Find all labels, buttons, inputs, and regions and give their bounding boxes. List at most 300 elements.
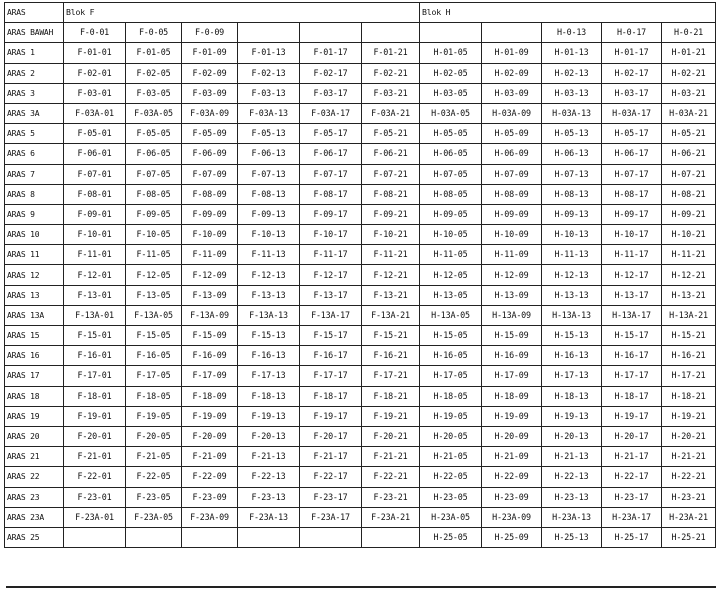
lot-cell: F-23-09 <box>182 487 238 507</box>
lot-cell: H-23-21 <box>662 487 716 507</box>
lot-cell: F-01-01 <box>64 43 126 63</box>
lot-cell: F-13-01 <box>64 285 126 305</box>
lot-cell: F-12-05 <box>126 265 182 285</box>
level-label: ARAS 18 <box>5 386 64 406</box>
header-aras: ARAS <box>5 3 64 23</box>
lot-cell: H-17-13 <box>542 366 602 386</box>
lot-cell: F-17-05 <box>126 366 182 386</box>
table-row <box>5 144 716 164</box>
lot-cell: H-01-17 <box>602 43 662 63</box>
table-row <box>5 386 716 406</box>
lot-cell: F-09-05 <box>126 204 182 224</box>
lot-cell: F-01-17 <box>300 43 362 63</box>
lot-cell: H-03A-05 <box>420 103 482 123</box>
table-row <box>5 225 716 245</box>
lot-cell: F-03A-09 <box>182 103 238 123</box>
lot-cell: F-06-05 <box>126 144 182 164</box>
lot-cell: H-18-17 <box>602 386 662 406</box>
table-row <box>5 245 716 265</box>
lot-cell: F-19-05 <box>126 406 182 426</box>
lot-cell: F-07-05 <box>126 164 182 184</box>
lot-cell: F-19-21 <box>362 406 420 426</box>
lot-cell: F-11-09 <box>182 245 238 265</box>
lot-cell: H-05-09 <box>482 124 542 144</box>
table-row <box>5 204 716 224</box>
lot-cell: H-23A-21 <box>662 507 716 527</box>
bottom-rule <box>6 586 716 588</box>
lot-cell: H-05-21 <box>662 124 716 144</box>
lot-cell: H-08-13 <box>542 184 602 204</box>
level-label: ARAS 13A <box>5 305 64 325</box>
level-label: ARAS 7 <box>5 164 64 184</box>
table-row <box>5 305 716 325</box>
lot-cell: H-16-17 <box>602 346 662 366</box>
lot-cell: F-03-09 <box>182 83 238 103</box>
lot-cell: H-08-17 <box>602 184 662 204</box>
lot-cell: F-17-21 <box>362 366 420 386</box>
lot-cell: F-13A-13 <box>238 305 300 325</box>
lot-cell: F-17-01 <box>64 366 126 386</box>
lot-cell: H-12-21 <box>662 265 716 285</box>
lot-cell: H-12-13 <box>542 265 602 285</box>
lot-cell: H-09-05 <box>420 204 482 224</box>
lot-cell: H-17-05 <box>420 366 482 386</box>
lot-cell: F-16-21 <box>362 346 420 366</box>
lot-cell: F-08-09 <box>182 184 238 204</box>
lot-cell: F-10-01 <box>64 225 126 245</box>
lot-cell: F-10-09 <box>182 225 238 245</box>
lot-cell: F-20-09 <box>182 426 238 446</box>
lot-cell: H-19-21 <box>662 406 716 426</box>
lot-cell: H-13A-13 <box>542 305 602 325</box>
lot-cell: H-15-13 <box>542 326 602 346</box>
lot-cell: H-21-17 <box>602 447 662 467</box>
level-label: ARAS 8 <box>5 184 64 204</box>
lot-cell: H-07-13 <box>542 164 602 184</box>
lot-cell: F-22-13 <box>238 467 300 487</box>
lot-cell: H-15-05 <box>420 326 482 346</box>
lot-cell: F-23-17 <box>300 487 362 507</box>
lot-cell: H-20-09 <box>482 426 542 446</box>
lot-cell: F-05-05 <box>126 124 182 144</box>
lot-cell: F-03-21 <box>362 83 420 103</box>
lot-cell: F-09-01 <box>64 204 126 224</box>
lot-cell: H-22-05 <box>420 467 482 487</box>
lot-cell: F-03-13 <box>238 83 300 103</box>
lot-cell: H-07-09 <box>482 164 542 184</box>
lot-cell: H-09-17 <box>602 204 662 224</box>
header-blok-f: Blok F <box>64 3 420 23</box>
lot-cell: H-19-05 <box>420 406 482 426</box>
lot-cell: H-0-21 <box>662 23 716 43</box>
lot-cell: H-03-13 <box>542 83 602 103</box>
lot-cell: H-07-05 <box>420 164 482 184</box>
lot-cell: F-17-09 <box>182 366 238 386</box>
lot-cell: H-03-05 <box>420 83 482 103</box>
level-label: ARAS 17 <box>5 366 64 386</box>
lot-cell: F-02-21 <box>362 63 420 83</box>
lot-cell: H-06-13 <box>542 144 602 164</box>
lot-cell: H-23A-05 <box>420 507 482 527</box>
level-label: ARAS 1 <box>5 43 64 63</box>
level-label: ARAS 19 <box>5 406 64 426</box>
lot-cell: H-13-17 <box>602 285 662 305</box>
lot-cell: F-12-17 <box>300 265 362 285</box>
lot-cell: H-06-17 <box>602 144 662 164</box>
lot-cell: H-21-21 <box>662 447 716 467</box>
lot-cell: H-23-13 <box>542 487 602 507</box>
lot-cell: F-10-05 <box>126 225 182 245</box>
lot-cell: H-22-17 <box>602 467 662 487</box>
lot-cell: F-18-17 <box>300 386 362 406</box>
lot-cell: F-21-17 <box>300 447 362 467</box>
lot-cell: H-19-13 <box>542 406 602 426</box>
lot-cell: H-09-09 <box>482 204 542 224</box>
table-row <box>5 527 716 547</box>
lot-cell: H-15-09 <box>482 326 542 346</box>
lot-cell: H-08-21 <box>662 184 716 204</box>
lot-cell: H-22-21 <box>662 467 716 487</box>
table-row <box>5 326 716 346</box>
level-label: ARAS 22 <box>5 467 64 487</box>
lot-cell <box>182 527 238 547</box>
lot-cell: H-13-21 <box>662 285 716 305</box>
lot-cell: F-06-09 <box>182 144 238 164</box>
lot-cell: F-03A-05 <box>126 103 182 123</box>
lot-cell: F-07-09 <box>182 164 238 184</box>
lot-cell: F-10-21 <box>362 225 420 245</box>
lot-cell: F-02-09 <box>182 63 238 83</box>
lot-cell: F-11-21 <box>362 245 420 265</box>
lot-cell: F-13-21 <box>362 285 420 305</box>
lot-cell: F-13-17 <box>300 285 362 305</box>
lot-cell: F-12-01 <box>64 265 126 285</box>
lot-cell: H-20-17 <box>602 426 662 446</box>
table-row <box>5 164 716 184</box>
lot-cell: F-23A-09 <box>182 507 238 527</box>
lot-cell: F-15-05 <box>126 326 182 346</box>
lot-cell: F-05-13 <box>238 124 300 144</box>
lot-cell: F-05-17 <box>300 124 362 144</box>
lot-cell: F-11-13 <box>238 245 300 265</box>
lot-cell: F-03A-21 <box>362 103 420 123</box>
lot-cell: H-23A-17 <box>602 507 662 527</box>
lot-cell: F-23A-05 <box>126 507 182 527</box>
lot-cell: H-22-13 <box>542 467 602 487</box>
lot-cell: F-11-01 <box>64 245 126 265</box>
lot-cell: H-23-05 <box>420 487 482 507</box>
table-row <box>5 265 716 285</box>
lot-cell: H-25-09 <box>482 527 542 547</box>
lot-cell: H-13A-21 <box>662 305 716 325</box>
lot-cell: F-13A-21 <box>362 305 420 325</box>
lot-cell: H-11-21 <box>662 245 716 265</box>
lot-cell: H-17-09 <box>482 366 542 386</box>
lot-cell: F-10-13 <box>238 225 300 245</box>
lot-cell: F-02-17 <box>300 63 362 83</box>
lot-cell: F-18-13 <box>238 386 300 406</box>
level-label: ARAS BAWAH <box>5 23 64 43</box>
lot-cell: H-01-13 <box>542 43 602 63</box>
lot-cell: F-03A-17 <box>300 103 362 123</box>
level-label: ARAS 21 <box>5 447 64 467</box>
table-row <box>5 184 716 204</box>
lot-cell: H-02-09 <box>482 63 542 83</box>
lot-cell: H-20-05 <box>420 426 482 446</box>
lot-cell: F-09-09 <box>182 204 238 224</box>
lot-cell: H-13A-05 <box>420 305 482 325</box>
lot-cell: F-13A-09 <box>182 305 238 325</box>
lot-cell: H-11-13 <box>542 245 602 265</box>
lot-cell: F-20-13 <box>238 426 300 446</box>
lot-cell: F-16-01 <box>64 346 126 366</box>
lot-cell: F-03-01 <box>64 83 126 103</box>
table-row <box>5 285 716 305</box>
lot-cell: H-17-17 <box>602 366 662 386</box>
lot-cell: F-09-17 <box>300 204 362 224</box>
lot-cell: H-19-09 <box>482 406 542 426</box>
lot-cell: F-19-17 <box>300 406 362 426</box>
level-label: ARAS 11 <box>5 245 64 265</box>
table-row <box>5 63 716 83</box>
lot-cell: F-12-09 <box>182 265 238 285</box>
lot-cell: F-15-17 <box>300 326 362 346</box>
lot-cell: F-20-01 <box>64 426 126 446</box>
lot-cell: H-05-05 <box>420 124 482 144</box>
lot-cell: F-23A-13 <box>238 507 300 527</box>
table-row <box>5 406 716 426</box>
lot-cell: F-15-13 <box>238 326 300 346</box>
lot-cell: H-07-21 <box>662 164 716 184</box>
lot-cell: F-0-09 <box>182 23 238 43</box>
level-label: ARAS 9 <box>5 204 64 224</box>
lot-cell: H-16-21 <box>662 346 716 366</box>
lot-cell: H-18-09 <box>482 386 542 406</box>
table-row <box>5 346 716 366</box>
lot-table <box>4 2 716 548</box>
lot-cell: H-02-05 <box>420 63 482 83</box>
lot-cell: F-19-01 <box>64 406 126 426</box>
lot-cell <box>64 527 126 547</box>
lot-cell: F-23-05 <box>126 487 182 507</box>
lot-cell: H-09-21 <box>662 204 716 224</box>
lot-cell: H-03A-21 <box>662 103 716 123</box>
table-row <box>5 124 716 144</box>
lot-table-body <box>5 3 716 548</box>
lot-cell: H-21-09 <box>482 447 542 467</box>
lot-cell: F-13-09 <box>182 285 238 305</box>
lot-cell: H-21-13 <box>542 447 602 467</box>
lot-cell: H-18-13 <box>542 386 602 406</box>
lot-cell: F-13A-01 <box>64 305 126 325</box>
lot-cell: F-12-21 <box>362 265 420 285</box>
lot-cell: F-18-01 <box>64 386 126 406</box>
lot-cell: F-06-21 <box>362 144 420 164</box>
lot-cell: H-03-09 <box>482 83 542 103</box>
level-label: ARAS 23A <box>5 507 64 527</box>
lot-cell: F-05-01 <box>64 124 126 144</box>
lot-cell: H-17-21 <box>662 366 716 386</box>
lot-cell: H-05-13 <box>542 124 602 144</box>
lot-cell: F-07-13 <box>238 164 300 184</box>
table-row <box>5 426 716 446</box>
level-label: ARAS 6 <box>5 144 64 164</box>
lot-cell: H-02-13 <box>542 63 602 83</box>
level-label: ARAS 25 <box>5 527 64 547</box>
lot-cell: F-02-13 <box>238 63 300 83</box>
lot-cell: H-16-13 <box>542 346 602 366</box>
lot-table-container <box>4 2 716 548</box>
lot-cell: F-20-21 <box>362 426 420 446</box>
lot-cell: H-20-13 <box>542 426 602 446</box>
lot-cell: H-03A-13 <box>542 103 602 123</box>
table-row <box>5 507 716 527</box>
lot-cell: H-25-17 <box>602 527 662 547</box>
lot-cell: H-13-13 <box>542 285 602 305</box>
lot-cell: F-08-21 <box>362 184 420 204</box>
lot-cell: F-02-05 <box>126 63 182 83</box>
lot-cell: H-13-09 <box>482 285 542 305</box>
lot-cell: F-0-01 <box>64 23 126 43</box>
lot-cell: F-21-01 <box>64 447 126 467</box>
lot-cell: H-11-17 <box>602 245 662 265</box>
lot-cell: H-03A-09 <box>482 103 542 123</box>
lot-cell: H-06-21 <box>662 144 716 164</box>
lot-cell: H-20-21 <box>662 426 716 446</box>
lot-cell: H-01-05 <box>420 43 482 63</box>
lot-cell: F-02-01 <box>64 63 126 83</box>
header-blok-h: Blok H <box>420 3 716 23</box>
lot-cell: H-18-05 <box>420 386 482 406</box>
lot-cell: F-21-13 <box>238 447 300 467</box>
table-row <box>5 83 716 103</box>
lot-cell: F-15-21 <box>362 326 420 346</box>
lot-cell: F-13A-05 <box>126 305 182 325</box>
lot-cell: H-0-13 <box>542 23 602 43</box>
lot-cell: F-23-21 <box>362 487 420 507</box>
lot-cell: H-15-21 <box>662 326 716 346</box>
lot-cell: H-12-09 <box>482 265 542 285</box>
lot-cell: F-16-17 <box>300 346 362 366</box>
lot-cell: F-20-05 <box>126 426 182 446</box>
lot-cell: F-06-13 <box>238 144 300 164</box>
lot-cell: H-01-21 <box>662 43 716 63</box>
lot-cell <box>482 23 542 43</box>
lot-cell: F-08-17 <box>300 184 362 204</box>
lot-cell: F-23A-21 <box>362 507 420 527</box>
table-row <box>5 366 716 386</box>
lot-cell: F-21-21 <box>362 447 420 467</box>
lot-cell: F-09-21 <box>362 204 420 224</box>
lot-cell: F-20-17 <box>300 426 362 446</box>
lot-cell <box>420 23 482 43</box>
lot-cell: F-19-09 <box>182 406 238 426</box>
lot-cell: H-18-21 <box>662 386 716 406</box>
lot-cell: F-17-13 <box>238 366 300 386</box>
lot-cell: H-23A-13 <box>542 507 602 527</box>
header-row <box>5 3 716 23</box>
lot-cell: F-19-13 <box>238 406 300 426</box>
lot-cell: H-03A-17 <box>602 103 662 123</box>
lot-cell <box>300 23 362 43</box>
lot-cell: F-22-05 <box>126 467 182 487</box>
level-label: ARAS 15 <box>5 326 64 346</box>
lot-cell: H-12-17 <box>602 265 662 285</box>
lot-cell: H-09-13 <box>542 204 602 224</box>
table-row <box>5 43 716 63</box>
lot-cell: H-02-17 <box>602 63 662 83</box>
lot-cell <box>126 527 182 547</box>
lot-cell: H-13A-17 <box>602 305 662 325</box>
lot-cell: H-25-05 <box>420 527 482 547</box>
lot-cell: H-16-09 <box>482 346 542 366</box>
lot-cell: H-10-13 <box>542 225 602 245</box>
lot-cell <box>362 527 420 547</box>
lot-cell: H-07-17 <box>602 164 662 184</box>
lot-cell: H-01-09 <box>482 43 542 63</box>
lot-cell: F-10-17 <box>300 225 362 245</box>
lot-cell: F-22-01 <box>64 467 126 487</box>
lot-cell <box>300 527 362 547</box>
lot-cell: F-07-17 <box>300 164 362 184</box>
lot-cell: H-11-05 <box>420 245 482 265</box>
lot-cell: H-13A-09 <box>482 305 542 325</box>
lot-cell: F-21-09 <box>182 447 238 467</box>
lot-cell: F-18-05 <box>126 386 182 406</box>
lot-cell: F-03-05 <box>126 83 182 103</box>
lot-cell: F-01-09 <box>182 43 238 63</box>
lot-cell: H-06-05 <box>420 144 482 164</box>
lot-cell: F-13-05 <box>126 285 182 305</box>
table-row <box>5 103 716 123</box>
lot-cell: H-25-21 <box>662 527 716 547</box>
lot-cell: F-23A-01 <box>64 507 126 527</box>
level-label: ARAS 13 <box>5 285 64 305</box>
lot-cell: H-08-05 <box>420 184 482 204</box>
level-label: ARAS 3A <box>5 103 64 123</box>
lot-cell: F-12-13 <box>238 265 300 285</box>
lot-cell: H-25-13 <box>542 527 602 547</box>
lot-cell: H-23A-09 <box>482 507 542 527</box>
lot-cell: F-08-13 <box>238 184 300 204</box>
lot-cell: H-0-17 <box>602 23 662 43</box>
lot-cell <box>238 527 300 547</box>
lot-cell: H-05-17 <box>602 124 662 144</box>
lot-cell: F-03-17 <box>300 83 362 103</box>
level-label: ARAS 10 <box>5 225 64 245</box>
lot-cell: F-22-21 <box>362 467 420 487</box>
lot-cell: H-10-05 <box>420 225 482 245</box>
lot-cell: F-21-05 <box>126 447 182 467</box>
lot-cell: H-10-09 <box>482 225 542 245</box>
lot-cell: F-22-17 <box>300 467 362 487</box>
lot-cell: H-03-21 <box>662 83 716 103</box>
level-label: ARAS 20 <box>5 426 64 446</box>
lot-cell: H-19-17 <box>602 406 662 426</box>
lot-cell: H-23-09 <box>482 487 542 507</box>
lot-cell: H-02-21 <box>662 63 716 83</box>
table-row <box>5 447 716 467</box>
lot-cell: F-05-21 <box>362 124 420 144</box>
lot-cell: H-21-05 <box>420 447 482 467</box>
lot-cell: F-06-17 <box>300 144 362 164</box>
lot-cell: H-23-17 <box>602 487 662 507</box>
lot-cell: F-08-01 <box>64 184 126 204</box>
lot-cell: H-10-17 <box>602 225 662 245</box>
lot-cell: F-15-09 <box>182 326 238 346</box>
lot-cell: H-13-05 <box>420 285 482 305</box>
lot-cell: F-17-17 <box>300 366 362 386</box>
